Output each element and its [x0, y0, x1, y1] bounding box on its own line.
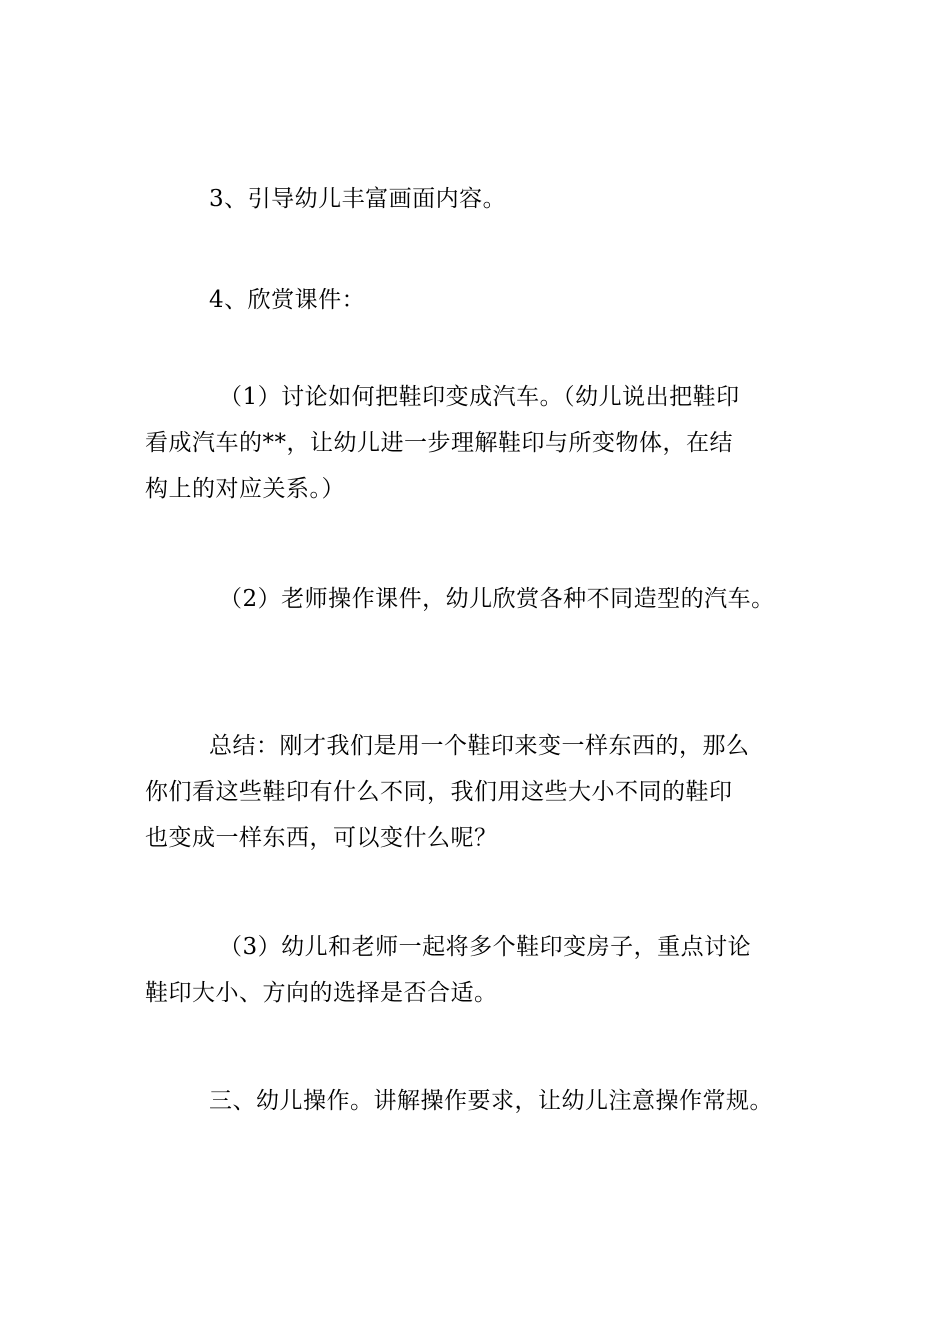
- paragraph-line: 总结：刚才我们是用一个鞋印来变一样东西的，那么: [209, 733, 750, 759]
- paragraph-line: 鞋印大小、方向的选择是否合适。: [145, 980, 498, 1006]
- paragraph-sub-1: [145, 374, 815, 512]
- paragraph-section-3: [145, 1078, 815, 1124]
- paragraph-step-3: [145, 176, 815, 222]
- paragraph-line: 构上的对应关系。）: [145, 476, 345, 502]
- paragraph-line: 三、幼儿操作。讲解操作要求，让幼儿注意操作常规。: [209, 1088, 773, 1114]
- paragraph-line: （1）讨论如何把鞋印变成汽车。（幼儿说出把鞋印: [219, 384, 740, 410]
- paragraph-step-4: [145, 277, 815, 323]
- paragraph-sub-2: [145, 576, 815, 622]
- paragraph-line: 你们看这些鞋印有什么不同，我们用这些大小不同的鞋印: [145, 779, 733, 805]
- paragraph-line: （2）老师操作课件，幼儿欣赏各种不同造型的汽车。: [219, 586, 775, 612]
- paragraph-line: 看成汽车的**，让幼儿进一步理解鞋印与所变物体，在结: [145, 430, 733, 456]
- paragraph-line: 4、欣赏课件：: [209, 287, 366, 313]
- paragraph-line: （3）幼儿和老师一起将多个鞋印变房子，重点讨论: [219, 934, 752, 960]
- paragraph-summary: [145, 723, 815, 861]
- paragraph-line: 也变成一样东西，可以变什么呢？: [145, 825, 498, 851]
- paragraph-sub-3: [145, 924, 815, 1016]
- paragraph-line: 3、引导幼儿丰富画面内容。: [209, 186, 507, 212]
